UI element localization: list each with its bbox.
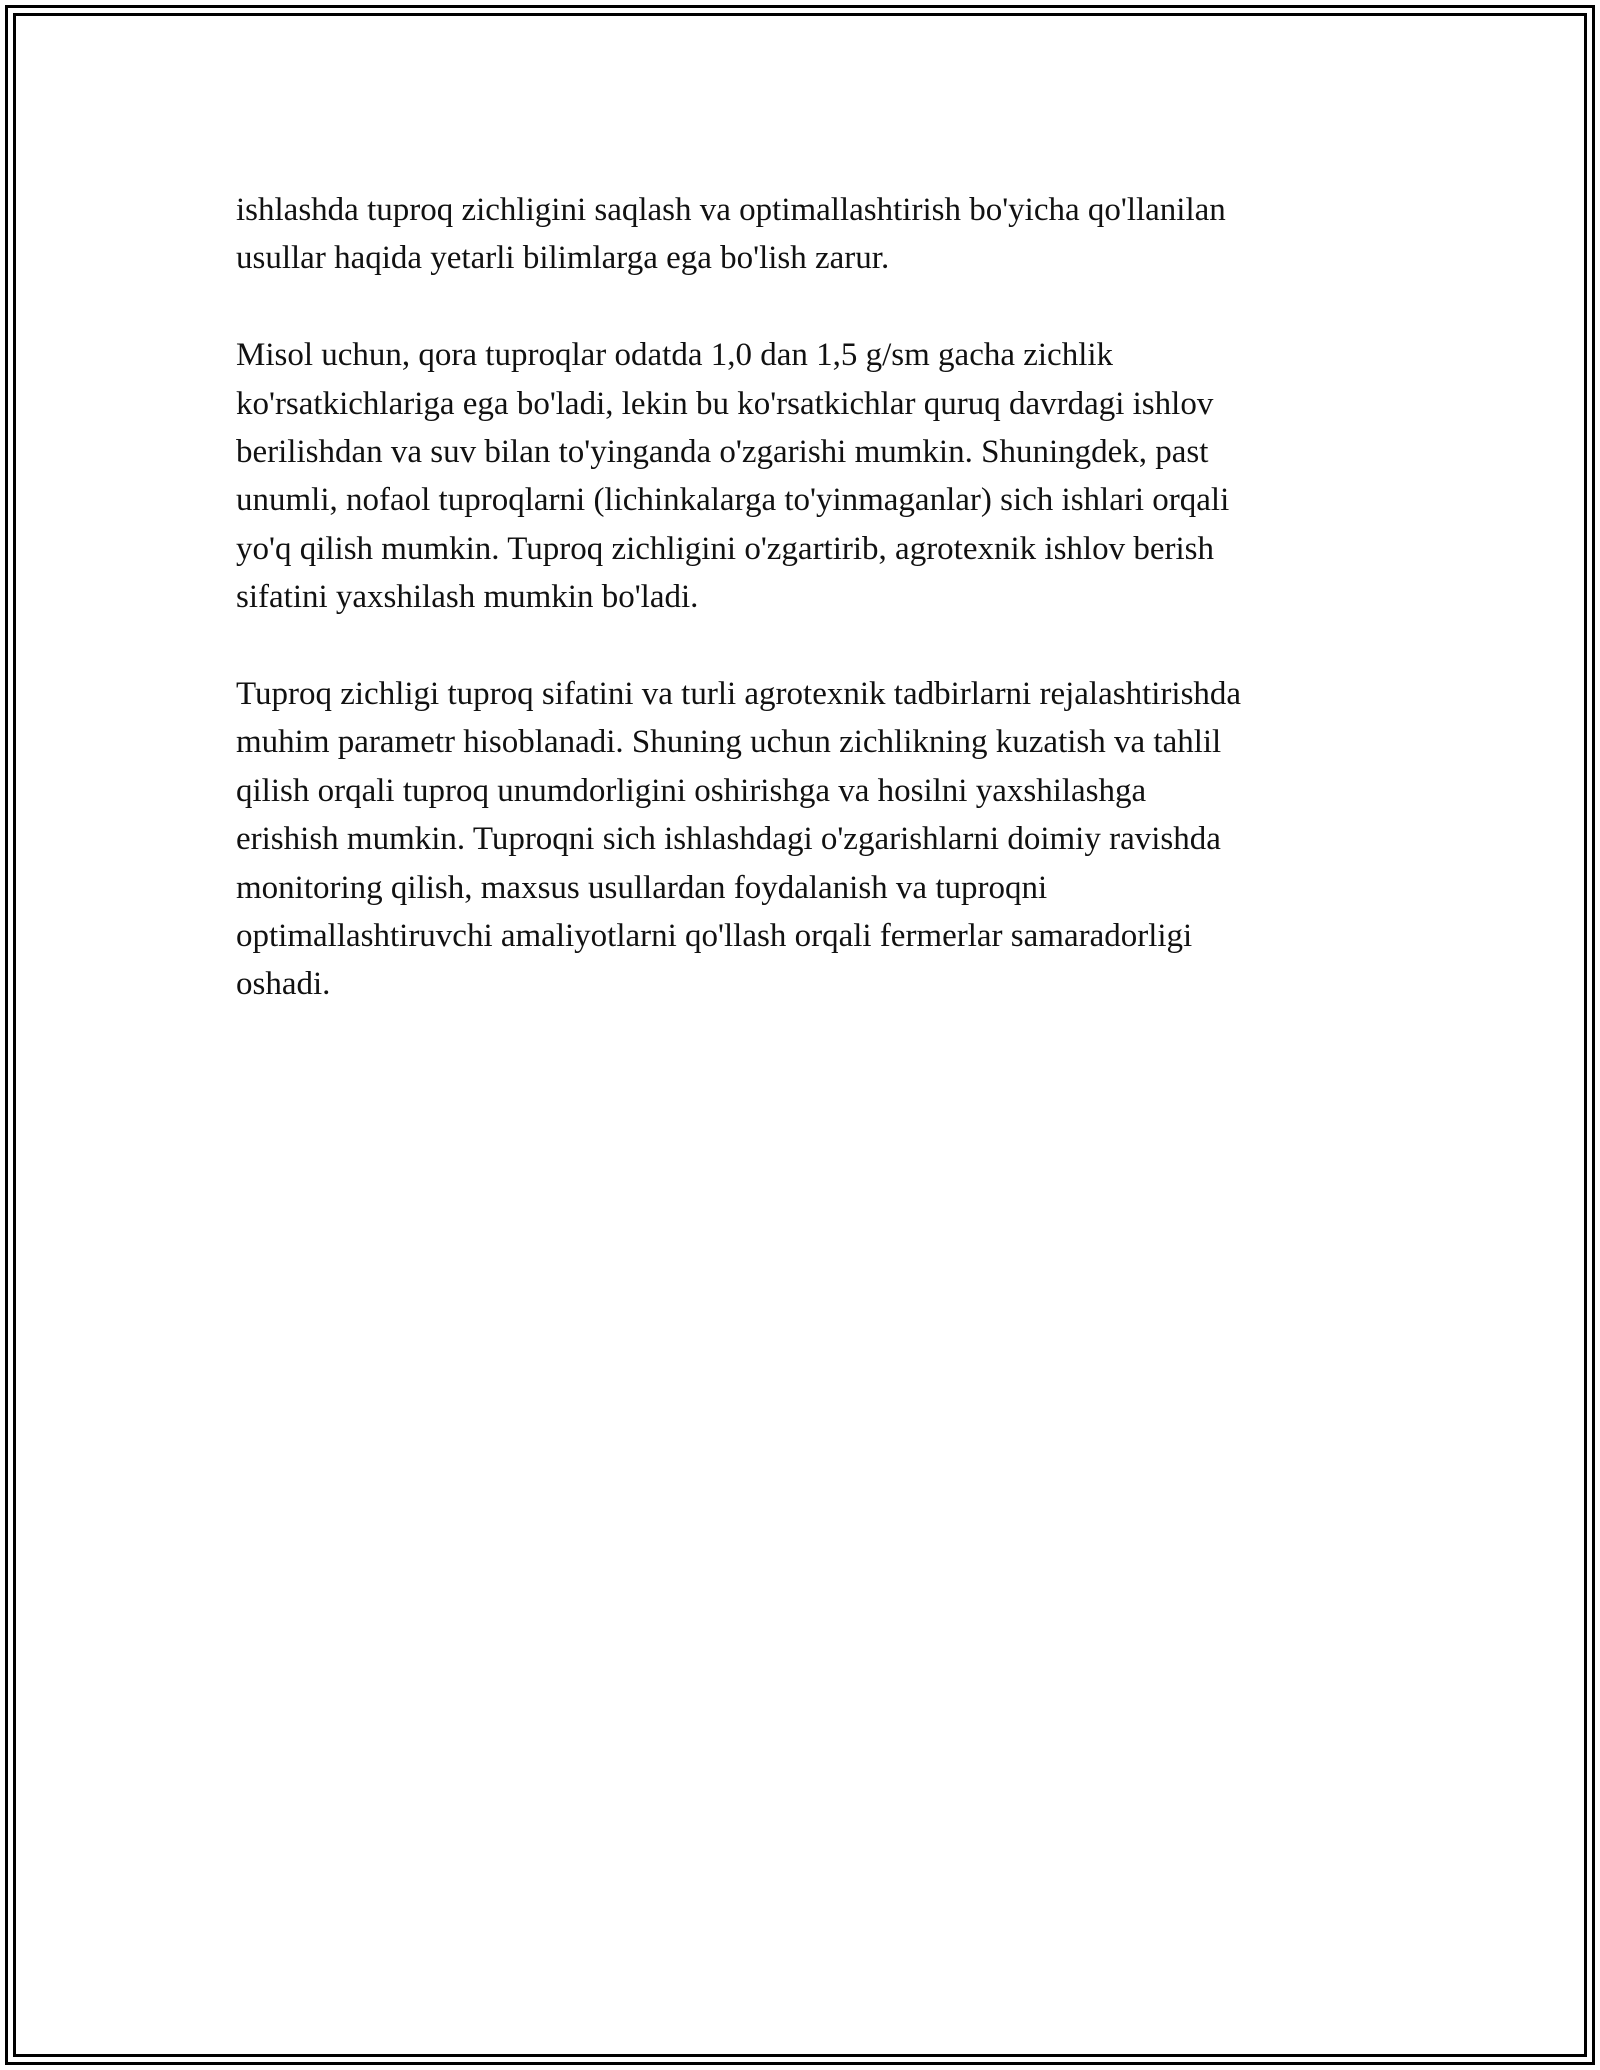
document-body — [236, 186, 1396, 1057]
text-line: erishish mumkin. Tuproqni sich ishlashdagi o'zgarishlarni doimiy ravishda — [236, 821, 1221, 858]
text-line: yo'q qilish mumkin. Tuproq zichligini o'zgartirib, agrotexnik ishlov berish — [236, 530, 1214, 567]
text-line: ko'rsatkichlariga ega bo'ladi, lekin bu ko'rsatkichlar quruq davrdagi ishlov — [236, 385, 1214, 422]
text-line: berilishdan va suv bilan to'yinganda o'zgarishi mumkin. Shuningdek, past — [236, 434, 1209, 471]
text-line: Tuproq zichligi tuproq sifatini va turli agrotexnik tadbirlarni rejalashtirishda — [236, 676, 1242, 713]
text-line: qilish orqali tuproq unumdorligini oshirishga va hosilni yaxshilashga — [236, 772, 1147, 809]
text-line: optimallashtiruvchi amaliyotlarni qo'llash orqali fermerlar samaradorligi — [236, 918, 1193, 955]
text-line: sifatini yaxshilash mumkin bo'ladi. — [236, 579, 699, 616]
text-line: ishlashda tuproq zichligini saqlash va optimallashtirish bo'yicha qo'llanilan — [236, 192, 1226, 228]
text-line: Misol uchun, qora tuproqlar odatda 1,0 dan 1,5 g/sm gacha zichlik — [236, 337, 1114, 374]
text-line: oshadi. — [236, 966, 331, 1003]
text-line: usullar haqida yetarli bilimlarga ega bo'lish zarur. — [236, 240, 890, 277]
paragraph-3 — [236, 670, 1396, 1009]
paragraph-2 — [236, 331, 1396, 621]
text-line: muhim parametr hisoblanadi. Shuning uchun zichlikning kuzatish va tahlil — [236, 724, 1222, 761]
text-line: unumli, nofaol tuproqlarni (lichinkalarga to'yinmaganlar) sich ishlari orqali — [236, 482, 1230, 519]
text-line: monitoring qilish, maxsus usullardan foydalanish va tuproqni — [236, 869, 1048, 906]
paragraph-1 — [236, 186, 1396, 283]
